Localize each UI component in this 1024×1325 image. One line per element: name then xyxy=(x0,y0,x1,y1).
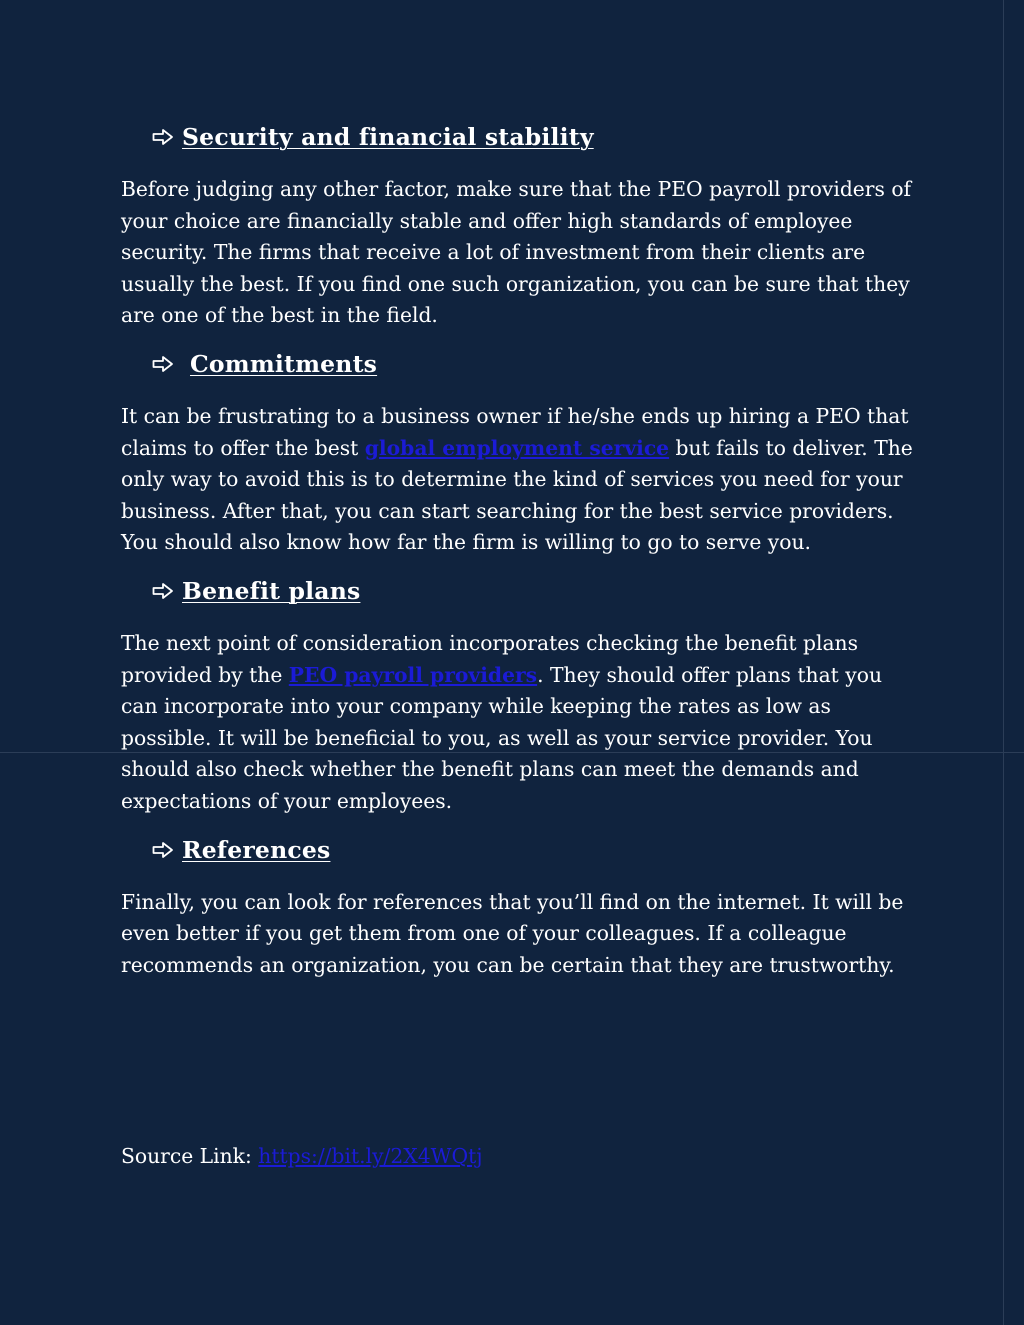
section-heading-text: References xyxy=(182,835,331,864)
section-heading-text: Security and financial stability xyxy=(182,123,594,151)
right-arrow-outline-icon xyxy=(152,355,174,373)
section-heading-references xyxy=(152,831,921,869)
section-heading-security xyxy=(152,118,921,156)
section-paragraph-references: Finally, you can look for references that you’ll find on the internet. It will be even better if you get them from one of your colleagues. If a colleague recommends an organization, you can be certain that they are trustworthy. xyxy=(121,889,904,977)
section-paragraph-commitments xyxy=(121,401,921,559)
section-paragraph-benefit-plans xyxy=(121,628,921,818)
paragraph-text: The next point of consideration incorporates checking the benefit plans provided by the xyxy=(121,630,859,687)
section-heading-text: Benefit plans xyxy=(182,576,361,605)
section-paragraph-security: Before judging any other factor, make sure that the PEO payroll providers of your choice are financially stable and offer high standards of employee security. The firms that receive a lot of investment from their clients are usually the best. If you find one such organization, you can be sure that they are one of the best in the field. xyxy=(121,177,912,328)
source-line xyxy=(121,1141,483,1173)
paragraph-text: but fails to deliver. The only way to avoid this is to determine the kind of services you need for your business. After that, you can start searching for the best service providers. You should also know how far the firm is willing to go to serve you. xyxy=(121,435,913,555)
global-employment-service-link[interactable]: global employment service xyxy=(364,435,670,460)
paragraph-text: . They should offer plans that you can incorporate into your company while keeping the rates as low as possible. It will be beneficial to you, as well as your service provider. You should also check whether the benefit plans can meet the demands and expectations of your employees. xyxy=(121,662,883,813)
section-heading-text: Commitments xyxy=(190,349,378,378)
section-heading-benefit-plans xyxy=(152,572,921,610)
page-edge-guide-vertical xyxy=(1003,0,1004,1325)
peo-payroll-providers-link[interactable]: PEO payroll providers xyxy=(288,662,538,687)
paragraph-text: It can be frustrating to a business owner if he/she ends up hiring a PEO that claims to offer the best xyxy=(121,403,909,460)
right-arrow-outline-icon xyxy=(152,841,174,859)
source-label: Source Link: xyxy=(121,1144,259,1168)
section-heading-commitments xyxy=(152,345,921,383)
right-arrow-outline-icon xyxy=(152,582,174,600)
right-arrow-outline-icon xyxy=(152,128,174,146)
document-page xyxy=(121,118,921,994)
source-url-link[interactable]: https://bit.ly/2X4WQtj xyxy=(258,1144,483,1168)
